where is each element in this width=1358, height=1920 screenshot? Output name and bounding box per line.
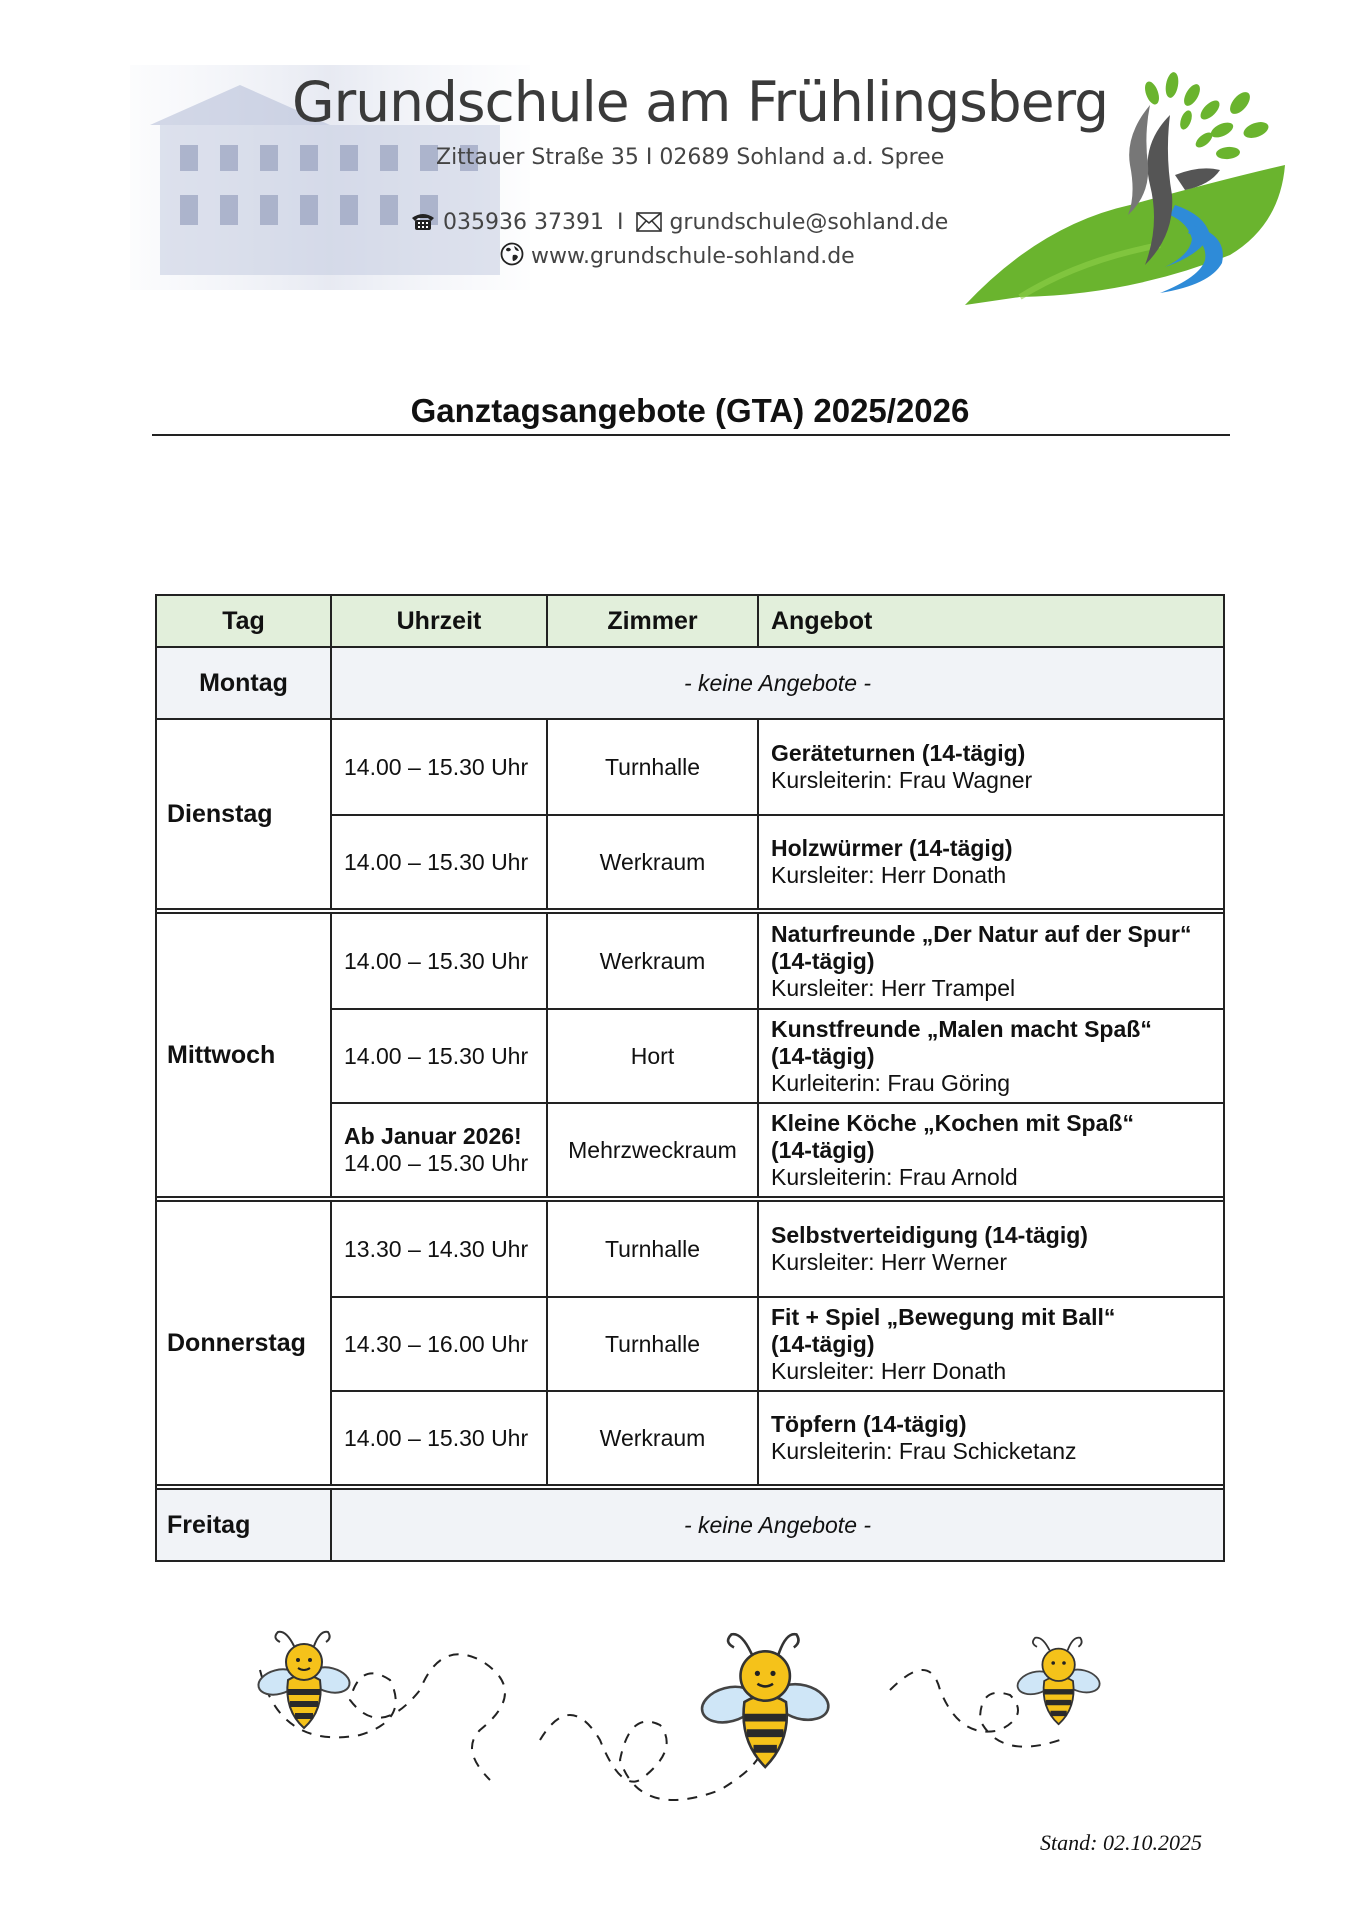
bees-illustration [240, 1590, 1120, 1820]
day-wednesday: Mittwoch [157, 914, 332, 1196]
course-title: Töpfern (14-tägig) [771, 1411, 967, 1437]
table-row [332, 1390, 1223, 1484]
school-logo [960, 55, 1290, 315]
header-time: Uhrzeit [332, 596, 548, 646]
table-row [332, 1102, 1223, 1196]
table-row [332, 1008, 1223, 1102]
course-leader: Kursleiterin: Frau Wagner [771, 767, 1033, 793]
email-address: grundschule@sohland.de [669, 210, 949, 235]
row-thursday [157, 1202, 1223, 1490]
course-leader: Kursleiter: Herr Werner [771, 1249, 1008, 1275]
day-monday: Montag [157, 648, 332, 718]
day-friday: Freitag [157, 1490, 332, 1560]
time: 14.00 – 15.30 Uhr [344, 1150, 529, 1176]
course-title: Geräteturnen (14-tägig) [771, 740, 1026, 766]
mail-icon [636, 212, 662, 232]
course-title: Naturfreunde „Der Natur auf der Spur“ [771, 920, 1192, 947]
course-frequency: (14-tägig) [771, 1042, 875, 1069]
course-title: Fit + Spiel „Bewegung mit Ball“ [771, 1303, 1116, 1330]
no-offers-monday: - keine Angebote - [683, 669, 872, 696]
time: 14.00 – 15.30 Uhr [344, 947, 529, 974]
telephone-icon [410, 210, 436, 232]
day-thursday: Donnerstag [157, 1202, 332, 1484]
no-offers-friday: - keine Angebote - [683, 1511, 872, 1538]
document-title: Ganztagsangebote (GTA) 2025/2026 [410, 392, 970, 429]
globe-icon [500, 242, 524, 266]
table-row [332, 914, 1223, 1008]
course-leader: Kurleiterin: Frau Göring [771, 1069, 1011, 1096]
room: Turnhalle [548, 1298, 759, 1390]
header-day: Tag [157, 596, 332, 646]
course-frequency: (14-tägig) [771, 1136, 875, 1163]
room: Werkraum [548, 1392, 759, 1484]
row-wednesday [157, 914, 1223, 1202]
course-leader: Kursleiter: Herr Trampel [771, 974, 1016, 1001]
table-row [332, 814, 1223, 908]
table-row [332, 1202, 1223, 1296]
course-title: Selbstverteidigung (14-tägig) [771, 1222, 1088, 1248]
website-line [500, 242, 855, 269]
course-frequency: (14-tägig) [771, 947, 875, 974]
table-row [332, 1296, 1223, 1390]
time: 14.00 – 15.30 Uhr [344, 753, 529, 780]
bee-icon [698, 1634, 832, 1767]
bee-icon [256, 1632, 353, 1728]
room: Werkraum [548, 914, 759, 1008]
title-underline [152, 434, 1230, 436]
contact-line [410, 210, 948, 235]
room: Mehrzweckraum [548, 1104, 759, 1196]
header-room: Zimmer [548, 596, 759, 646]
course-frequency: (14-tägig) [771, 1330, 875, 1357]
day-tuesday: Dienstag [157, 720, 332, 908]
time: 14.00 – 15.30 Uhr [344, 848, 529, 875]
room: Hort [548, 1010, 759, 1102]
course-title: Kleine Köche „Kochen mit Spaß“ [771, 1109, 1134, 1136]
row-friday [157, 1490, 1223, 1560]
phone-number: 035936 37391 [443, 210, 604, 235]
stand-date: Stand: 02.10.2025 [1040, 1830, 1202, 1855]
header-offer: Angebot [771, 606, 873, 635]
time: 14.00 – 15.30 Uhr [344, 1042, 529, 1069]
contact-separator: I [616, 210, 624, 235]
time-note: Ab Januar 2026! [344, 1123, 522, 1149]
course-leader: Kursleiter: Herr Donath [771, 1357, 1007, 1384]
row-monday [157, 648, 1223, 720]
school-name: Grundschule am Frühlingsberg [292, 70, 1109, 134]
table-row [332, 720, 1223, 814]
room: Werkraum [548, 816, 759, 908]
schedule-table [155, 594, 1225, 1562]
row-tuesday [157, 720, 1223, 914]
course-leader: Kursleiter: Herr Donath [771, 862, 1007, 888]
time: 14.30 – 16.00 Uhr [344, 1330, 529, 1357]
room: Turnhalle [548, 1202, 759, 1296]
bee-icon [1015, 1638, 1102, 1725]
time: 13.30 – 14.30 Uhr [344, 1235, 529, 1262]
course-title: Holzwürmer (14-tägig) [771, 835, 1013, 861]
room: Turnhalle [548, 720, 759, 814]
course-leader: Kursleiterin: Frau Arnold [771, 1163, 1018, 1190]
table-header [157, 596, 1223, 648]
letterhead [0, 0, 1358, 320]
time: 14.00 – 15.30 Uhr [344, 1424, 529, 1451]
course-leader: Kursleiterin: Frau Schicketanz [771, 1438, 1077, 1464]
course-title: Kunstfreunde „Malen macht Spaß“ [771, 1015, 1152, 1042]
website-url: www.grundschule-sohland.de [531, 244, 855, 269]
school-address: Zittauer Straße 35 I 02689 Sohland a.d. Spree [436, 145, 945, 170]
